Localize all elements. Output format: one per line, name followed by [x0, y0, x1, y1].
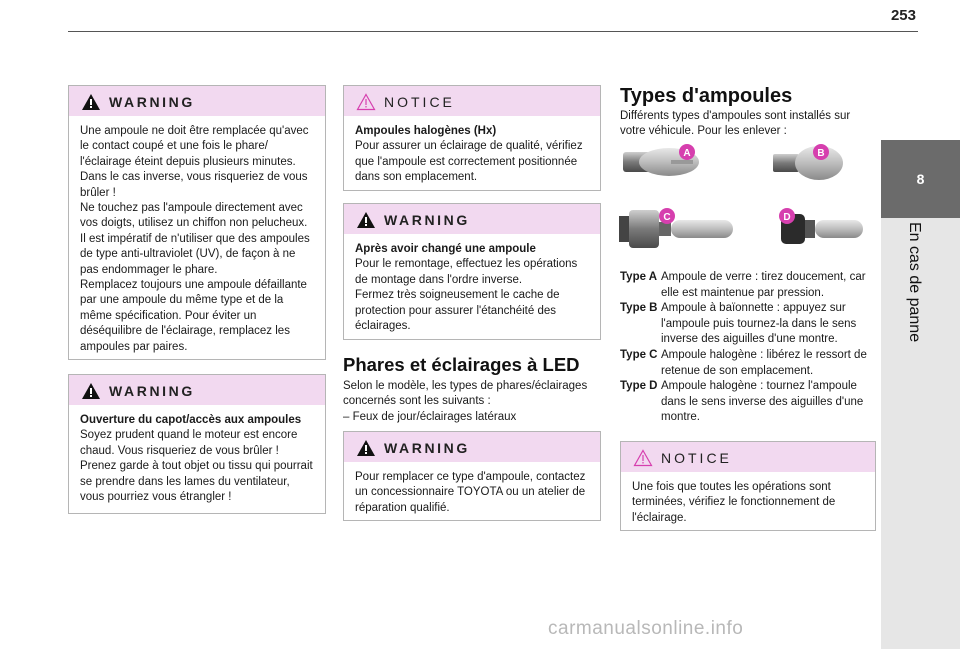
list-item	[620, 301, 882, 348]
marker-a	[679, 144, 695, 160]
notice-text: Pour assurer un éclairage de qualité, vérifiez que l'ampoule est correctement positionnée dans son emplacement.	[355, 140, 583, 184]
warning-box-led	[343, 431, 601, 521]
type-description: Ampoule à baïonnette : appuyez sur l'ampoule puis tournez-la dans le sens inverse des aiguilles d'une montre.	[661, 302, 857, 346]
warning-text: Une ampoule ne doit être remplacée qu'avec le contact coupé et une fois le phare/ l'éclairage éteint depuis plusieurs minutes. Dans le cas inverse, vous risqueriez de vous brûler ! Ne touchez pas l'ampoule directement avec vos doigts, utilisez un chiffon non pelucheux. Il est impératif de n'utiliser que des ampoules de type anti-ultraviolet (UV), de façon à ne pas endommager le phare. Remplacez toujours une ampoule défaillante par une ampoule du même type et de la même spécification. Pour éviter un déséquilibre de l'éclairage, remplacez les ampoules par paires.	[80, 125, 310, 353]
notice-header	[344, 86, 600, 116]
notice-text: Une fois que toutes les opérations sont terminées, vérifiez le fonctionnement de l'éclairage.	[632, 481, 836, 524]
warning-text: Pour le remontage, effectuez les opérations de montage dans l'ordre inverse. Fermez très soigneusement le cache de protection pour assurer l'étanchéité des éclairages.	[355, 258, 578, 333]
marker-b	[813, 144, 829, 160]
bulb-type-b	[773, 146, 843, 180]
chapter-title: En cas de panne	[906, 222, 923, 343]
type-description: Ampoule halogène : tournez l'ampoule dans le sens inverse des aiguilles d'une montre.	[661, 380, 864, 424]
warning-label: WARNING	[384, 212, 470, 228]
warning-header	[344, 204, 600, 234]
list-item	[620, 270, 882, 301]
warning-triangle-icon	[356, 439, 376, 457]
type-label: Type B	[620, 302, 658, 315]
warning-text: Pour remplacer ce type d'ampoule, contactez un concessionnaire TOYOTA ou un atelier de réparation qualifié.	[355, 471, 586, 514]
type-label: Type D	[620, 380, 658, 393]
bulb-types-figure	[611, 140, 871, 260]
warning-box-bonnet	[68, 374, 326, 514]
warning-title: Après avoir changé une ampoule	[355, 243, 536, 255]
warning-header	[69, 86, 325, 116]
warning-label: WARNING	[109, 383, 195, 399]
warning-triangle-icon	[81, 382, 101, 400]
section-intro-led: Selon le modèle, les types de phares/éclairages concernés sont les suivants : – Feux de jour/éclairages latéraux	[343, 380, 588, 423]
warning-box-after-change	[343, 203, 601, 340]
header-rule	[68, 31, 918, 32]
warning-label: WARNING	[384, 440, 470, 456]
warning-header	[344, 432, 600, 462]
warning-header	[69, 375, 325, 405]
notice-title: Ampoules halogènes (Hx)	[355, 125, 497, 137]
notice-triangle-icon	[356, 93, 376, 111]
section-heading-led: Phares et éclairages à LED	[343, 354, 580, 375]
warning-title: Ouverture du capot/accès aux ampoules	[80, 414, 302, 426]
bulb-type-c	[619, 210, 733, 248]
type-label: Type C	[620, 348, 658, 361]
bulb-types-list	[620, 270, 882, 426]
notice-box-final-check	[620, 441, 876, 531]
section-intro-bulb-types: Différents types d'ampoules sont installés sur votre véhicule. Pour les enlever :	[620, 110, 851, 138]
warning-box-bulb-handling	[68, 85, 326, 360]
section-heading-bulb-types: Types d'ampoules	[620, 85, 793, 107]
notice-label: NOTICE	[384, 94, 455, 110]
notice-header	[621, 442, 875, 472]
warning-triangle-icon	[356, 211, 376, 229]
warning-triangle-icon	[81, 93, 101, 111]
notice-label: NOTICE	[661, 450, 732, 466]
type-label: Type A	[620, 271, 658, 283]
page-number: 253	[890, 7, 916, 24]
marker-b-label: B	[817, 148, 825, 159]
list-item	[620, 379, 882, 426]
watermark: carmanualsonline.info	[548, 618, 744, 639]
marker-c-label: C	[663, 212, 671, 223]
marker-d	[779, 208, 795, 224]
marker-c	[659, 208, 675, 224]
chapter-number[interactable]: 8	[916, 171, 925, 187]
marker-a-label: A	[683, 148, 691, 159]
notice-box-halogen	[343, 85, 601, 191]
type-description: Ampoule halogène : libérez le ressort de retenue de son emplacement.	[661, 348, 867, 377]
marker-d-label: D	[783, 212, 791, 223]
warning-label: WARNING	[109, 94, 195, 110]
list-item	[620, 348, 882, 379]
notice-triangle-icon	[633, 449, 653, 467]
type-description: Ampoule de verre : tirez doucement, car elle est maintenue par pression.	[661, 271, 866, 299]
warning-text: Soyez prudent quand le moteur est encore chaud. Vous risqueriez de vous brûler ! Prenez garde à tout objet ou tissu qui pourrait se prendre dans les lames du ventilateur, vous pourriez vous étrangler !	[80, 429, 313, 504]
